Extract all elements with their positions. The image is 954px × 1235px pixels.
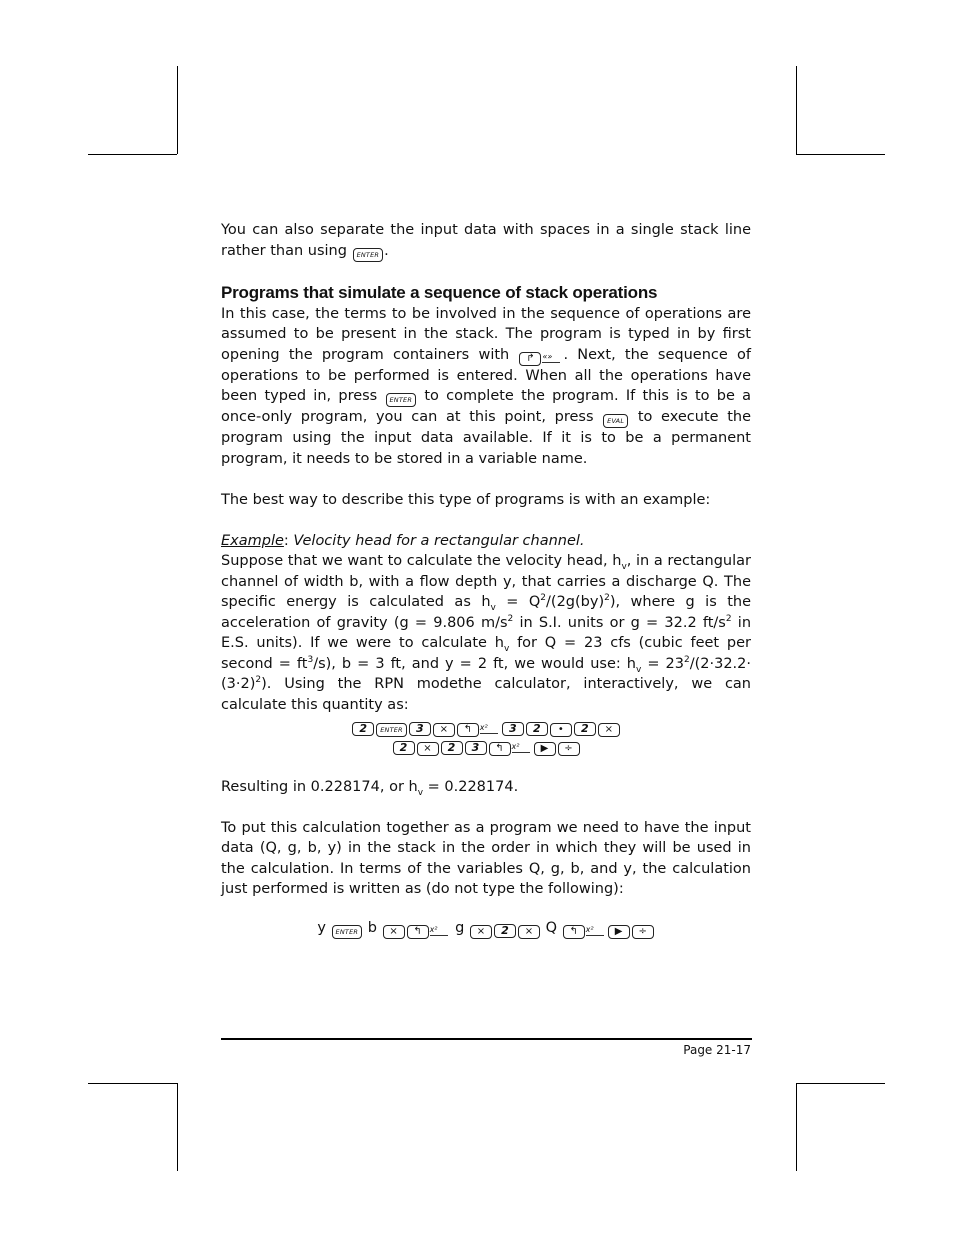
crop-mark xyxy=(796,154,885,155)
page-number: Page 21-17 xyxy=(683,1043,751,1057)
times-key-icon: × xyxy=(470,925,492,939)
enter-key-icon: ENTER xyxy=(353,248,384,262)
enter-key-icon: ENTER xyxy=(332,925,363,939)
section-paragraph: In this case, the terms to be involved in the sequence of operations are assumed to be present in the stack. The program is typed in by first opening the program containers with ↱ «» . Next, the sequence of operations to be performed is entered. When all the operations have been typed in, press ENTER to complete the program. If this is to be a once-only program, you can at this point, press EVAL to execute the program using the input data available. If it is to be a permanent program, it needs to be stored in a variable name. xyxy=(221,305,752,467)
x-squared-label: x² xyxy=(430,925,448,936)
digit-2-key-icon: 2 xyxy=(393,741,415,755)
right-arrow-key-icon: ▶ xyxy=(608,925,630,939)
enter-key-icon: ENTER xyxy=(386,393,417,407)
variable-b: b xyxy=(367,919,377,936)
crop-mark xyxy=(88,1083,177,1084)
enter-key-icon: ENTER xyxy=(376,723,407,737)
example-paragraph: Suppose that we want to calculate the velocity head, $h_v$, in a rectangular channel of width b, with a flow depth y, that carries a discharge Q. The specific energy is calculated as $h_v = Q^2/(2g(by)^2)$, where g is the acceleration of gravity (g = 9.806 $m/s^2$ in S.I. units or g = 32.2 $ft/s^2$ in E.S. units). If we were to calculate $h_v$ for Q = 23 cfs (cubic feet per second = $ft^3/s$), b = 3 ft, and y = 2 ft, we would use: $h_v = 23^2/(2\cdot 32.2\cdot (3\cdot 2)^2)$. Using the RPN modethe calculator, interactively, we can calculate this quantity as: xyxy=(221,553,752,713)
digit-2-key-icon: 2 xyxy=(526,722,548,736)
digit-2-key-icon: 2 xyxy=(352,722,374,736)
variable-y: y xyxy=(317,919,326,936)
intro-paragraph: You can also separate the input data with spaces in a single stack line rather than using ENTER . xyxy=(221,220,751,262)
keystroke-sequence xyxy=(221,718,751,756)
digit-2-key-icon: 2 xyxy=(441,741,463,755)
left-shift-key-icon: ↰ xyxy=(457,723,479,737)
times-key-icon: × xyxy=(417,742,439,756)
crop-mark xyxy=(796,66,797,154)
program-brackets-label: «» xyxy=(542,352,560,363)
page-content xyxy=(221,220,751,939)
left-shift-key-icon: ↰ xyxy=(489,742,511,756)
section-heading: Programs that simulate a sequence of stack operations xyxy=(221,282,658,302)
right-shift-key-icon: ↱ xyxy=(519,352,541,366)
example-intro-paragraph: The best way to describe this type of programs is with an example: xyxy=(221,491,711,508)
crop-mark xyxy=(796,1083,797,1171)
digit-3-key-icon: 3 xyxy=(409,722,431,736)
crop-mark xyxy=(88,154,177,155)
example-title: Example: Velocity head for a rectangular channel. xyxy=(221,532,585,549)
crop-mark xyxy=(796,1083,885,1084)
program-keystroke-sequence xyxy=(221,920,751,939)
left-shift-key-icon: ↰ xyxy=(407,925,429,939)
x-squared-label: x² xyxy=(480,723,498,734)
times-key-icon: × xyxy=(383,925,405,939)
crop-mark xyxy=(177,1083,178,1171)
divide-key-icon: ÷ xyxy=(558,742,580,756)
footer-rule xyxy=(221,1038,752,1040)
program-paragraph: To put this calculation together as a program we need to have the input data (Q, g, b, y) in the stack in the order in which they will be used in the calculation. In terms of the variables Q, g, b, and y, the calculation just performed is written as (do not type the following): xyxy=(221,819,751,897)
variable-g: g xyxy=(455,919,465,936)
times-key-icon: × xyxy=(518,925,540,939)
right-arrow-key-icon: ▶ xyxy=(534,742,556,756)
eval-key-icon: EVAL xyxy=(603,414,628,428)
crop-mark xyxy=(177,66,178,154)
result-paragraph: Resulting in 0.228174, or $h_v = 0.228174$. xyxy=(221,778,519,798)
times-key-icon: × xyxy=(433,723,455,737)
digit-2-key-icon: 2 xyxy=(494,924,516,938)
times-key-icon: × xyxy=(598,723,620,737)
digit-3-key-icon: 3 xyxy=(502,722,524,736)
x-squared-label: x² xyxy=(586,925,604,936)
digit-3-key-icon: 3 xyxy=(465,741,487,755)
divide-key-icon: ÷ xyxy=(632,925,654,939)
left-shift-key-icon: ↰ xyxy=(563,925,585,939)
decimal-point-key-icon: • xyxy=(550,723,572,737)
variable-Q: Q xyxy=(545,919,558,936)
digit-2-key-icon: 2 xyxy=(574,722,596,736)
x-squared-label: x² xyxy=(512,742,530,753)
